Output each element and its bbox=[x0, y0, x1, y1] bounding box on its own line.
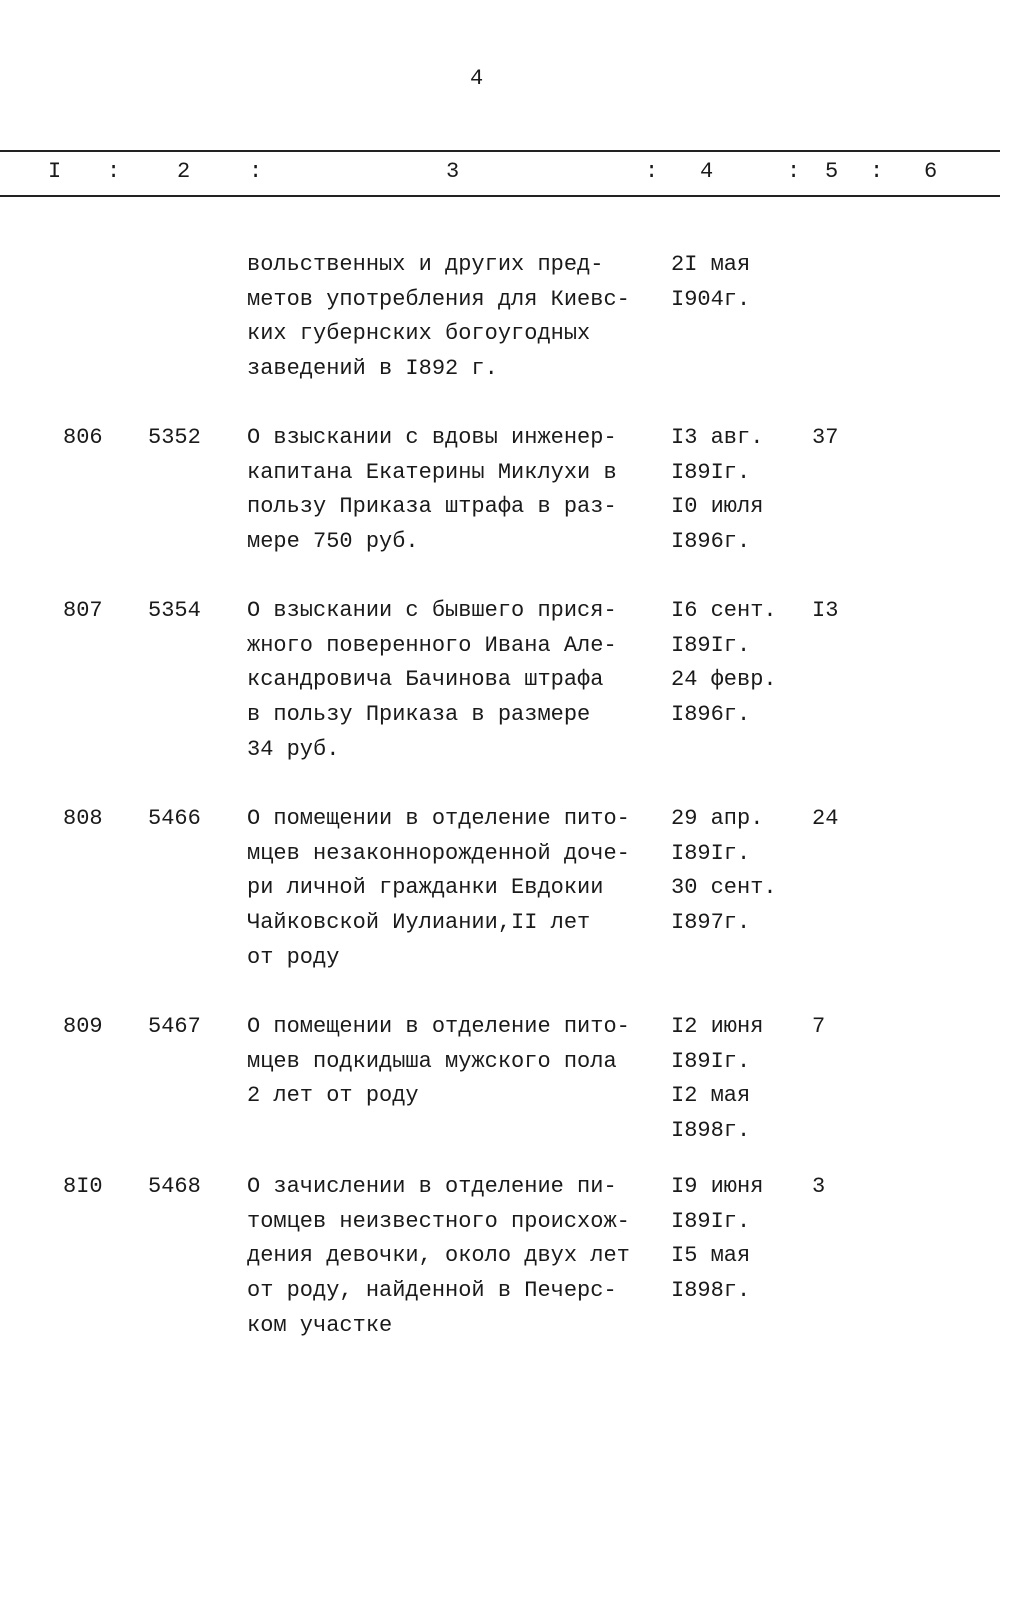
entry-title bbox=[247, 248, 630, 387]
col-2-header: 2 bbox=[177, 159, 191, 184]
entry-number: 808 bbox=[63, 806, 103, 831]
date-line: I2 мая bbox=[671, 1083, 751, 1109]
entry-dates bbox=[671, 594, 777, 733]
title-line: жного поверенного Ивана Але- bbox=[247, 632, 617, 658]
page-number: 4 bbox=[470, 66, 484, 91]
date-line: I898г. bbox=[671, 1118, 751, 1144]
file-number: 5354 bbox=[148, 598, 201, 623]
entry-title bbox=[247, 1170, 630, 1344]
col-5-header: 5 bbox=[825, 159, 839, 184]
title-line: томцев неизвестного происхож- bbox=[247, 1208, 630, 1234]
title-line: дения девочки, около двух лет bbox=[247, 1243, 630, 1269]
sheet-count: 24 bbox=[812, 806, 839, 831]
sheet-count: 37 bbox=[812, 425, 839, 450]
sheet-count: I3 bbox=[812, 598, 839, 623]
entry-dates bbox=[671, 248, 750, 317]
header-bottom-rule bbox=[0, 195, 1000, 197]
entry-title bbox=[247, 802, 630, 976]
title-line: О зачислении в отделение пи- bbox=[247, 1174, 617, 1199]
col-4-header: 4 bbox=[700, 159, 714, 184]
entry-dates bbox=[671, 421, 763, 560]
col-sep: : bbox=[645, 159, 659, 184]
date-line: I89Iг. bbox=[671, 1048, 751, 1074]
title-line: мере 750 руб. bbox=[247, 529, 419, 555]
title-line: заведений в I892 г. bbox=[247, 356, 498, 382]
title-line: О взыскании с бывшего прися- bbox=[247, 598, 617, 623]
col-6-header: 6 bbox=[924, 159, 938, 184]
title-line: О взыскании с вдовы инженер- bbox=[247, 425, 617, 450]
date-line: I898г. bbox=[671, 1278, 751, 1304]
title-line: ких губернских богоугодных bbox=[247, 321, 591, 347]
title-line: ри личной гражданки Евдокии bbox=[247, 875, 604, 901]
date-line: I0 июля bbox=[671, 494, 764, 520]
sheet-count: 3 bbox=[812, 1174, 826, 1199]
title-line: в пользу Приказа в размере bbox=[247, 702, 591, 728]
title-line: от роду bbox=[247, 944, 340, 970]
title-line: ком участке bbox=[247, 1312, 393, 1338]
entry-number: 809 bbox=[63, 1014, 103, 1039]
date-line: 30 сент. bbox=[671, 875, 777, 901]
date-line: I904г. bbox=[671, 286, 751, 312]
date-line: 24 февр. bbox=[671, 667, 777, 693]
title-line: капитана Екатерины Миклухи в bbox=[247, 459, 617, 485]
col-1-header: I bbox=[48, 159, 62, 184]
title-line: ксандровича Бачинова штрафа bbox=[247, 667, 604, 693]
col-sep: : bbox=[787, 159, 801, 184]
entry-title bbox=[247, 421, 617, 560]
col-sep: : bbox=[249, 159, 263, 184]
date-line: I896г. bbox=[671, 702, 751, 728]
entry-number: 806 bbox=[63, 425, 103, 450]
title-line: от роду, найденной в Печерс- bbox=[247, 1278, 617, 1304]
entry-title bbox=[247, 1010, 630, 1114]
title-line: О помещении в отделение пито- bbox=[247, 1014, 630, 1039]
title-line: 2 лет от роду bbox=[247, 1083, 419, 1109]
entry-dates bbox=[671, 802, 777, 941]
title-line: вольственных и других пред- bbox=[247, 252, 604, 277]
file-number: 5467 bbox=[148, 1014, 201, 1039]
date-line: 2I мая bbox=[671, 252, 751, 277]
date-line: I896г. bbox=[671, 529, 751, 555]
title-line: Чайковской Иулиании,II лет bbox=[247, 910, 591, 936]
date-line: I6 сент. bbox=[671, 598, 777, 623]
entry-number: 807 bbox=[63, 598, 103, 623]
date-line: I2 июня bbox=[671, 1014, 764, 1039]
title-line: метов употребления для Киевс- bbox=[247, 286, 630, 312]
date-line: I89Iг. bbox=[671, 840, 751, 866]
col-sep: : bbox=[107, 159, 121, 184]
entry-dates bbox=[671, 1170, 763, 1309]
date-line: I89Iг. bbox=[671, 1208, 751, 1234]
file-number: 5468 bbox=[148, 1174, 201, 1199]
date-line: I3 авг. bbox=[671, 425, 764, 450]
date-line: 29 апр. bbox=[671, 806, 764, 831]
entry-number: 8I0 bbox=[63, 1174, 103, 1199]
date-line: I89Iг. bbox=[671, 632, 751, 658]
entry-dates bbox=[671, 1010, 763, 1149]
date-line: I9 июня bbox=[671, 1174, 764, 1199]
file-number: 5466 bbox=[148, 806, 201, 831]
title-line: О помещении в отделение пито- bbox=[247, 806, 630, 831]
header-top-rule bbox=[0, 150, 1000, 152]
file-number: 5352 bbox=[148, 425, 201, 450]
title-line: мцев подкидыша мужского пола bbox=[247, 1048, 617, 1074]
entry-title bbox=[247, 594, 617, 768]
sheet-count: 7 bbox=[812, 1014, 826, 1039]
title-line: пользу Приказа штрафа в раз- bbox=[247, 494, 617, 520]
date-line: I89Iг. bbox=[671, 459, 751, 485]
date-line: I5 мая bbox=[671, 1243, 751, 1269]
title-line: 34 руб. bbox=[247, 736, 340, 762]
date-line: I897г. bbox=[671, 910, 751, 936]
col-sep: : bbox=[870, 159, 884, 184]
col-3-header: 3 bbox=[446, 159, 460, 184]
title-line: мцев незаконнорожденной доче- bbox=[247, 840, 630, 866]
